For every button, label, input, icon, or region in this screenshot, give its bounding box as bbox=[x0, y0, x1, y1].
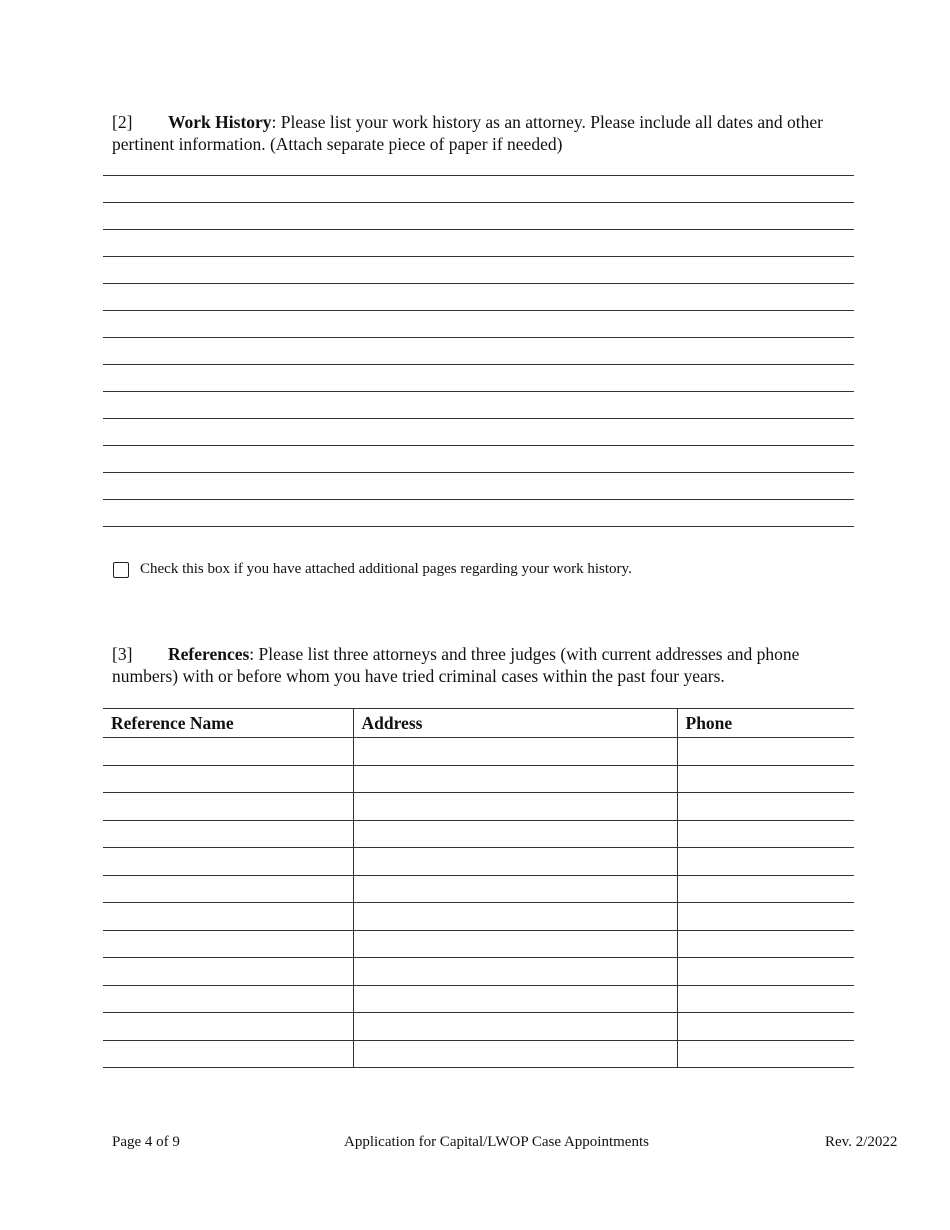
work-history-line[interactable] bbox=[103, 229, 854, 256]
work-history-text: : Please list your work history as an attorney. Please include all dates and other pertinent information. (Attach separate piece of paper if needed) bbox=[112, 112, 823, 154]
table-row bbox=[103, 793, 854, 821]
references-number: [3] bbox=[112, 644, 133, 664]
table-row bbox=[103, 1013, 854, 1041]
address-cell[interactable] bbox=[353, 765, 677, 793]
phone-cell[interactable] bbox=[677, 1013, 854, 1041]
phone-cell[interactable] bbox=[677, 875, 854, 903]
work-history-line[interactable] bbox=[103, 526, 854, 527]
table-row bbox=[103, 875, 854, 903]
references-heading: References bbox=[168, 644, 250, 664]
table-row bbox=[103, 848, 854, 876]
address-cell[interactable] bbox=[353, 930, 677, 958]
phone-cell[interactable] bbox=[677, 848, 854, 876]
phone-cell[interactable] bbox=[677, 958, 854, 986]
table-row bbox=[103, 903, 854, 931]
work-history-heading: Work History bbox=[168, 112, 272, 132]
reference-name-cell[interactable] bbox=[103, 1040, 353, 1068]
phone-cell[interactable] bbox=[677, 765, 854, 793]
reference-name-cell[interactable] bbox=[103, 738, 353, 766]
footer-title: Application for Capital/LWOP Case Appointments bbox=[344, 1134, 649, 1150]
reference-name-cell[interactable] bbox=[103, 820, 353, 848]
references-instructions bbox=[112, 643, 852, 687]
footer-revision: Rev. 2/2022 bbox=[825, 1134, 898, 1150]
reference-name-cell[interactable] bbox=[103, 930, 353, 958]
work-history-line[interactable] bbox=[103, 175, 854, 202]
work-history-line[interactable] bbox=[103, 391, 854, 418]
address-cell[interactable] bbox=[353, 820, 677, 848]
references-header-row bbox=[103, 709, 854, 738]
work-history-instructions bbox=[112, 111, 852, 155]
work-history-line[interactable] bbox=[103, 445, 854, 472]
phone-cell[interactable] bbox=[677, 793, 854, 821]
column-header-phone: Phone bbox=[677, 709, 854, 738]
attachment-checkbox-label: Check this box if you have attached additional pages regarding your work history. bbox=[140, 561, 632, 577]
reference-name-cell[interactable] bbox=[103, 958, 353, 986]
table-row bbox=[103, 958, 854, 986]
footer-page-number: Page 4 of 9 bbox=[112, 1134, 180, 1150]
references-body bbox=[103, 738, 854, 1068]
address-cell[interactable] bbox=[353, 738, 677, 766]
references-table bbox=[103, 708, 854, 1068]
work-history-line[interactable] bbox=[103, 256, 854, 283]
address-cell[interactable] bbox=[353, 793, 677, 821]
table-row bbox=[103, 765, 854, 793]
phone-cell[interactable] bbox=[677, 903, 854, 931]
address-cell[interactable] bbox=[353, 848, 677, 876]
reference-name-cell[interactable] bbox=[103, 793, 353, 821]
phone-cell[interactable] bbox=[677, 1040, 854, 1068]
table-row bbox=[103, 930, 854, 958]
work-history-line[interactable] bbox=[103, 310, 854, 337]
work-history-line[interactable] bbox=[103, 499, 854, 526]
reference-name-cell[interactable] bbox=[103, 1013, 353, 1041]
phone-cell[interactable] bbox=[677, 930, 854, 958]
work-history-line[interactable] bbox=[103, 202, 854, 229]
work-history-line[interactable] bbox=[103, 418, 854, 445]
reference-name-cell[interactable] bbox=[103, 848, 353, 876]
reference-name-cell[interactable] bbox=[103, 765, 353, 793]
phone-cell[interactable] bbox=[677, 820, 854, 848]
column-header-address: Address bbox=[353, 709, 677, 738]
address-cell[interactable] bbox=[353, 985, 677, 1013]
table-row bbox=[103, 985, 854, 1013]
phone-cell[interactable] bbox=[677, 738, 854, 766]
address-cell[interactable] bbox=[353, 958, 677, 986]
address-cell[interactable] bbox=[353, 903, 677, 931]
work-history-line[interactable] bbox=[103, 472, 854, 499]
table-row bbox=[103, 738, 854, 766]
reference-name-cell[interactable] bbox=[103, 985, 353, 1013]
work-history-line[interactable] bbox=[103, 283, 854, 310]
address-cell[interactable] bbox=[353, 1040, 677, 1068]
work-history-line[interactable] bbox=[103, 364, 854, 391]
attachment-checkbox[interactable] bbox=[113, 562, 129, 578]
column-header-name: Reference Name bbox=[103, 709, 353, 738]
references-text: : Please list three attorneys and three judges (with current addresses and phone numbers) with or before whom you have tried criminal cases within the past four years. bbox=[112, 644, 800, 686]
work-history-line[interactable] bbox=[103, 337, 854, 364]
attachment-checkbox-row[interactable] bbox=[113, 561, 632, 578]
reference-name-cell[interactable] bbox=[103, 875, 353, 903]
address-cell[interactable] bbox=[353, 1013, 677, 1041]
work-history-lines[interactable] bbox=[103, 175, 854, 527]
work-history-number: [2] bbox=[112, 112, 133, 132]
table-row bbox=[103, 820, 854, 848]
phone-cell[interactable] bbox=[677, 985, 854, 1013]
address-cell[interactable] bbox=[353, 875, 677, 903]
reference-name-cell[interactable] bbox=[103, 903, 353, 931]
table-row bbox=[103, 1040, 854, 1068]
